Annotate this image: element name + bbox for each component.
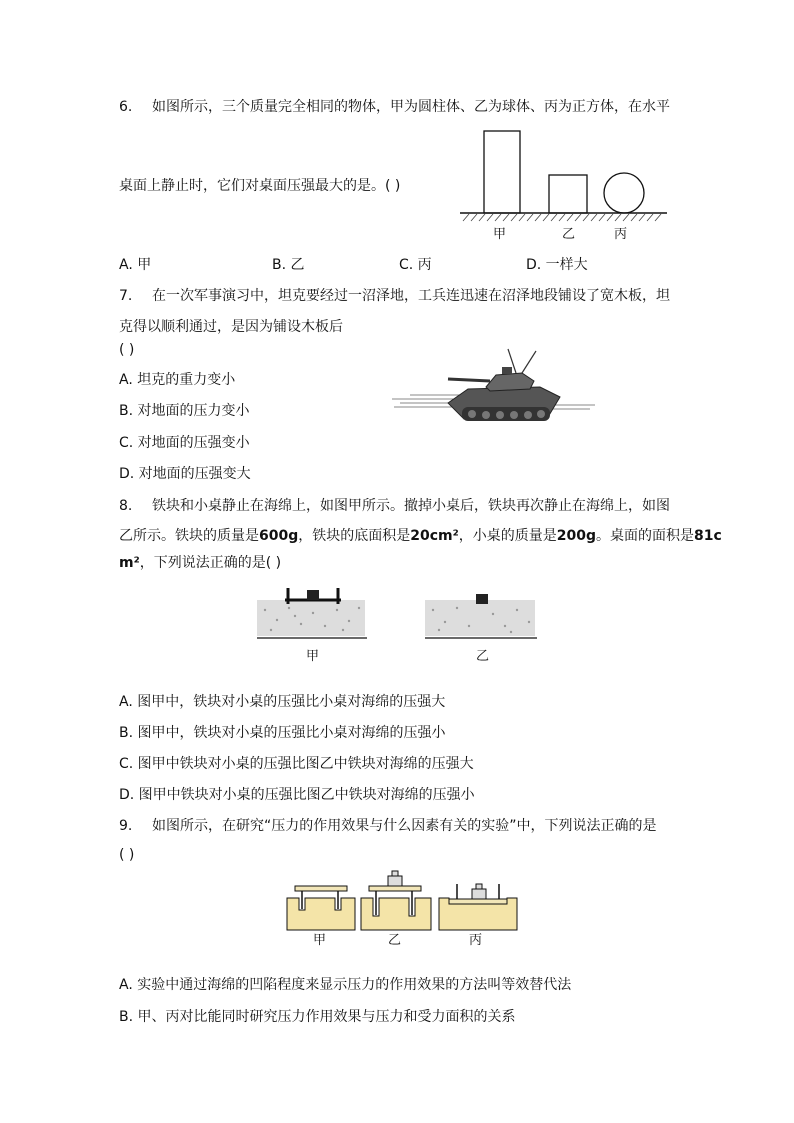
q9-answer-blank: ( ) <box>119 847 135 863</box>
q9-option-a: A. 实验中通过海绵的凹陷程度来显示压力的作用效果的方法叫等效替代法 <box>119 977 572 993</box>
tank-image <box>390 345 600 437</box>
table-bing-top <box>449 899 507 904</box>
q8-table-area: 81c <box>694 528 722 544</box>
q8-text-line3: ，下列说法正确的是( ) <box>139 555 282 571</box>
q9-figure <box>285 870 521 950</box>
q9-number: 9. <box>119 818 133 834</box>
q7-stem-line1: 在一次军事演习中，坦克要经过一沼泽地，工兵连迅速在沼泽地段铺设了宽木板，坦 <box>152 288 670 304</box>
cube-yi <box>549 175 587 213</box>
q8-iron-mass: 600g <box>259 528 299 544</box>
q9-option-b: B. 甲、丙对比能同时研究压力作用效果与压力和受力面积的关系 <box>119 1009 516 1025</box>
tank-antenna-2 <box>522 351 536 373</box>
q8-text-g: 。桌面的面积是 <box>596 528 695 544</box>
q6-number: 6. <box>119 99 133 115</box>
q8-label-jia: 甲 <box>306 649 320 664</box>
tank-hatch <box>502 367 512 374</box>
iron-block-jia <box>307 590 319 600</box>
q8-area-unit: m² <box>119 555 140 571</box>
q9-stem-line1: 如图所示，在研究“压力的作用效果与什么因素有关的实验”中，下列说法正确的是 <box>152 818 657 834</box>
q9-label-yi: 乙 <box>388 933 402 948</box>
q8-option-a: A. 图甲中，铁块对小桌的压强比小桌对海绵的压强大 <box>119 694 446 710</box>
weight-bing-hook <box>476 884 482 889</box>
q9-label-bing: 丙 <box>469 933 483 948</box>
weight-yi <box>388 876 402 886</box>
q8-option-d: D. 图甲中铁块对小桌的压强比图乙中铁块对海绵的压强小 <box>119 787 475 803</box>
cylinder-jia <box>484 131 520 213</box>
q7-answer-blank: ( ) <box>119 342 135 358</box>
q7-option-d: D. 对地面的压强变大 <box>119 466 251 482</box>
q8-text-e: ，小桌的质量是 <box>458 528 557 544</box>
q6-label-jia: 甲 <box>493 227 507 242</box>
sphere-bing <box>604 173 644 213</box>
q8-text-c: ，铁块的底面积是 <box>298 528 411 544</box>
q6-stem-line2: 桌面上静止时，它们对桌面压强最大的是。( ) <box>119 178 401 194</box>
q7-number: 7. <box>119 288 133 304</box>
weight-yi-hook <box>392 871 398 876</box>
q6-option-b: B. 乙 <box>272 257 305 273</box>
q6-label-bing: 丙 <box>614 227 628 242</box>
table-jia-top <box>295 886 347 891</box>
q6-label-yi: 乙 <box>562 227 576 242</box>
q7-option-b: B. 对地面的压力变小 <box>119 403 250 419</box>
q7-option-c: C. 对地面的压强变小 <box>119 435 250 451</box>
iron-block-yi <box>476 594 488 604</box>
q8-label-yi: 乙 <box>476 649 490 664</box>
q7-option-a: A. 坦克的重力变小 <box>119 372 236 388</box>
tank-gun <box>448 379 490 381</box>
q6-option-d: D. 一样大 <box>526 257 588 273</box>
q8-option-c: C. 图甲中铁块对小桌的压强比图乙中铁块对海绵的压强大 <box>119 756 474 772</box>
q6-option-c: C. 丙 <box>399 257 432 273</box>
sponge-jia <box>257 600 365 636</box>
weight-bing <box>472 889 486 899</box>
q9-label-jia: 甲 <box>313 933 327 948</box>
q8-figure <box>255 580 545 664</box>
tabletop-hatching <box>463 214 661 221</box>
tank-turret <box>486 373 534 391</box>
q8-table-mass: 200g <box>556 528 597 544</box>
q8-number: 8. <box>119 498 133 514</box>
q8-stem-line1: 铁块和小桌静止在海绵上，如图甲所示。撤掉小桌后，铁块再次静止在海绵上，如图 <box>152 498 670 514</box>
q6-stem-line1: 如图所示，三个质量完全相同的物体，甲为圆柱体、乙为球体、丙为正方体，在水平 <box>152 99 670 115</box>
q8-iron-area: 20cm² <box>410 528 459 544</box>
sponge-yi <box>425 600 535 636</box>
q8-text-a: 乙所示。铁块的质量是 <box>119 528 259 544</box>
q8-stem-line2 <box>119 527 722 545</box>
q8-stem-line3 <box>119 554 281 572</box>
sponge-yi <box>361 898 431 930</box>
sponge-jia <box>287 898 355 930</box>
q6-option-a: A. 甲 <box>119 257 152 273</box>
q8-option-b: B. 图甲中，铁块对小桌的压强比小桌对海绵的压强小 <box>119 725 446 741</box>
table-yi-top <box>369 886 421 891</box>
q7-stem-line2: 克得以顺利通过，是因为铺设木板后 <box>119 319 343 335</box>
q6-figure <box>455 125 675 245</box>
